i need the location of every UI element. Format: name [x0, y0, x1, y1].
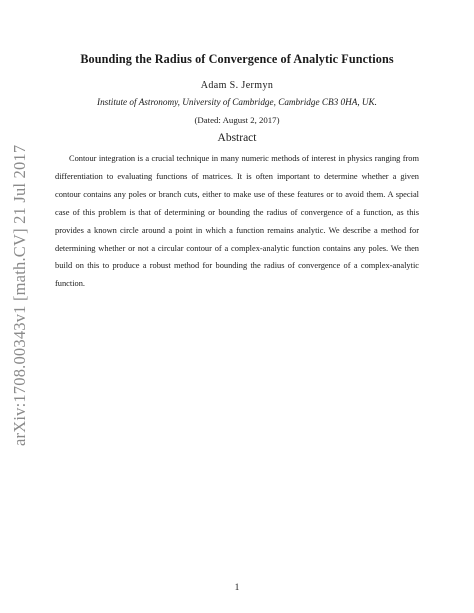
- author-affiliation: Institute of Astronomy, University of Cambridge, Cambridge CB3 0HA, UK.: [97, 97, 377, 107]
- page-number: 1: [234, 583, 240, 593]
- abstract-text: Contour integration is a crucial technique in many numeric methods of interest in physics ranging from differentiation to evaluating functions of matrices. It is often important to determine whether a given contour contains any poles or branch cuts, either to make use of these features or to avoid them. A special case of this problem is that of determining or bounding the radius of convergence of a function, as this provides a known circle around a point in which a function remains analytic. We describe a method for determining whether or not a circular contour of a complex-analytic function contains any poles. We then build on this to produce a robust method for bounding the radius of convergence of a complex-analytic function.: [55, 154, 419, 289]
- arxiv-identifier: arXiv:1708.00343v1 [math.CV] 21 Jul 2017: [10, 144, 29, 446]
- paper-title: Bounding the Radius of Convergence of Analytic Functions: [80, 52, 394, 66]
- abstract-heading: Abstract: [217, 132, 257, 144]
- dated-line: (Dated: August 2, 2017): [194, 115, 280, 125]
- author-name: Adam S. Jermyn: [200, 80, 274, 91]
